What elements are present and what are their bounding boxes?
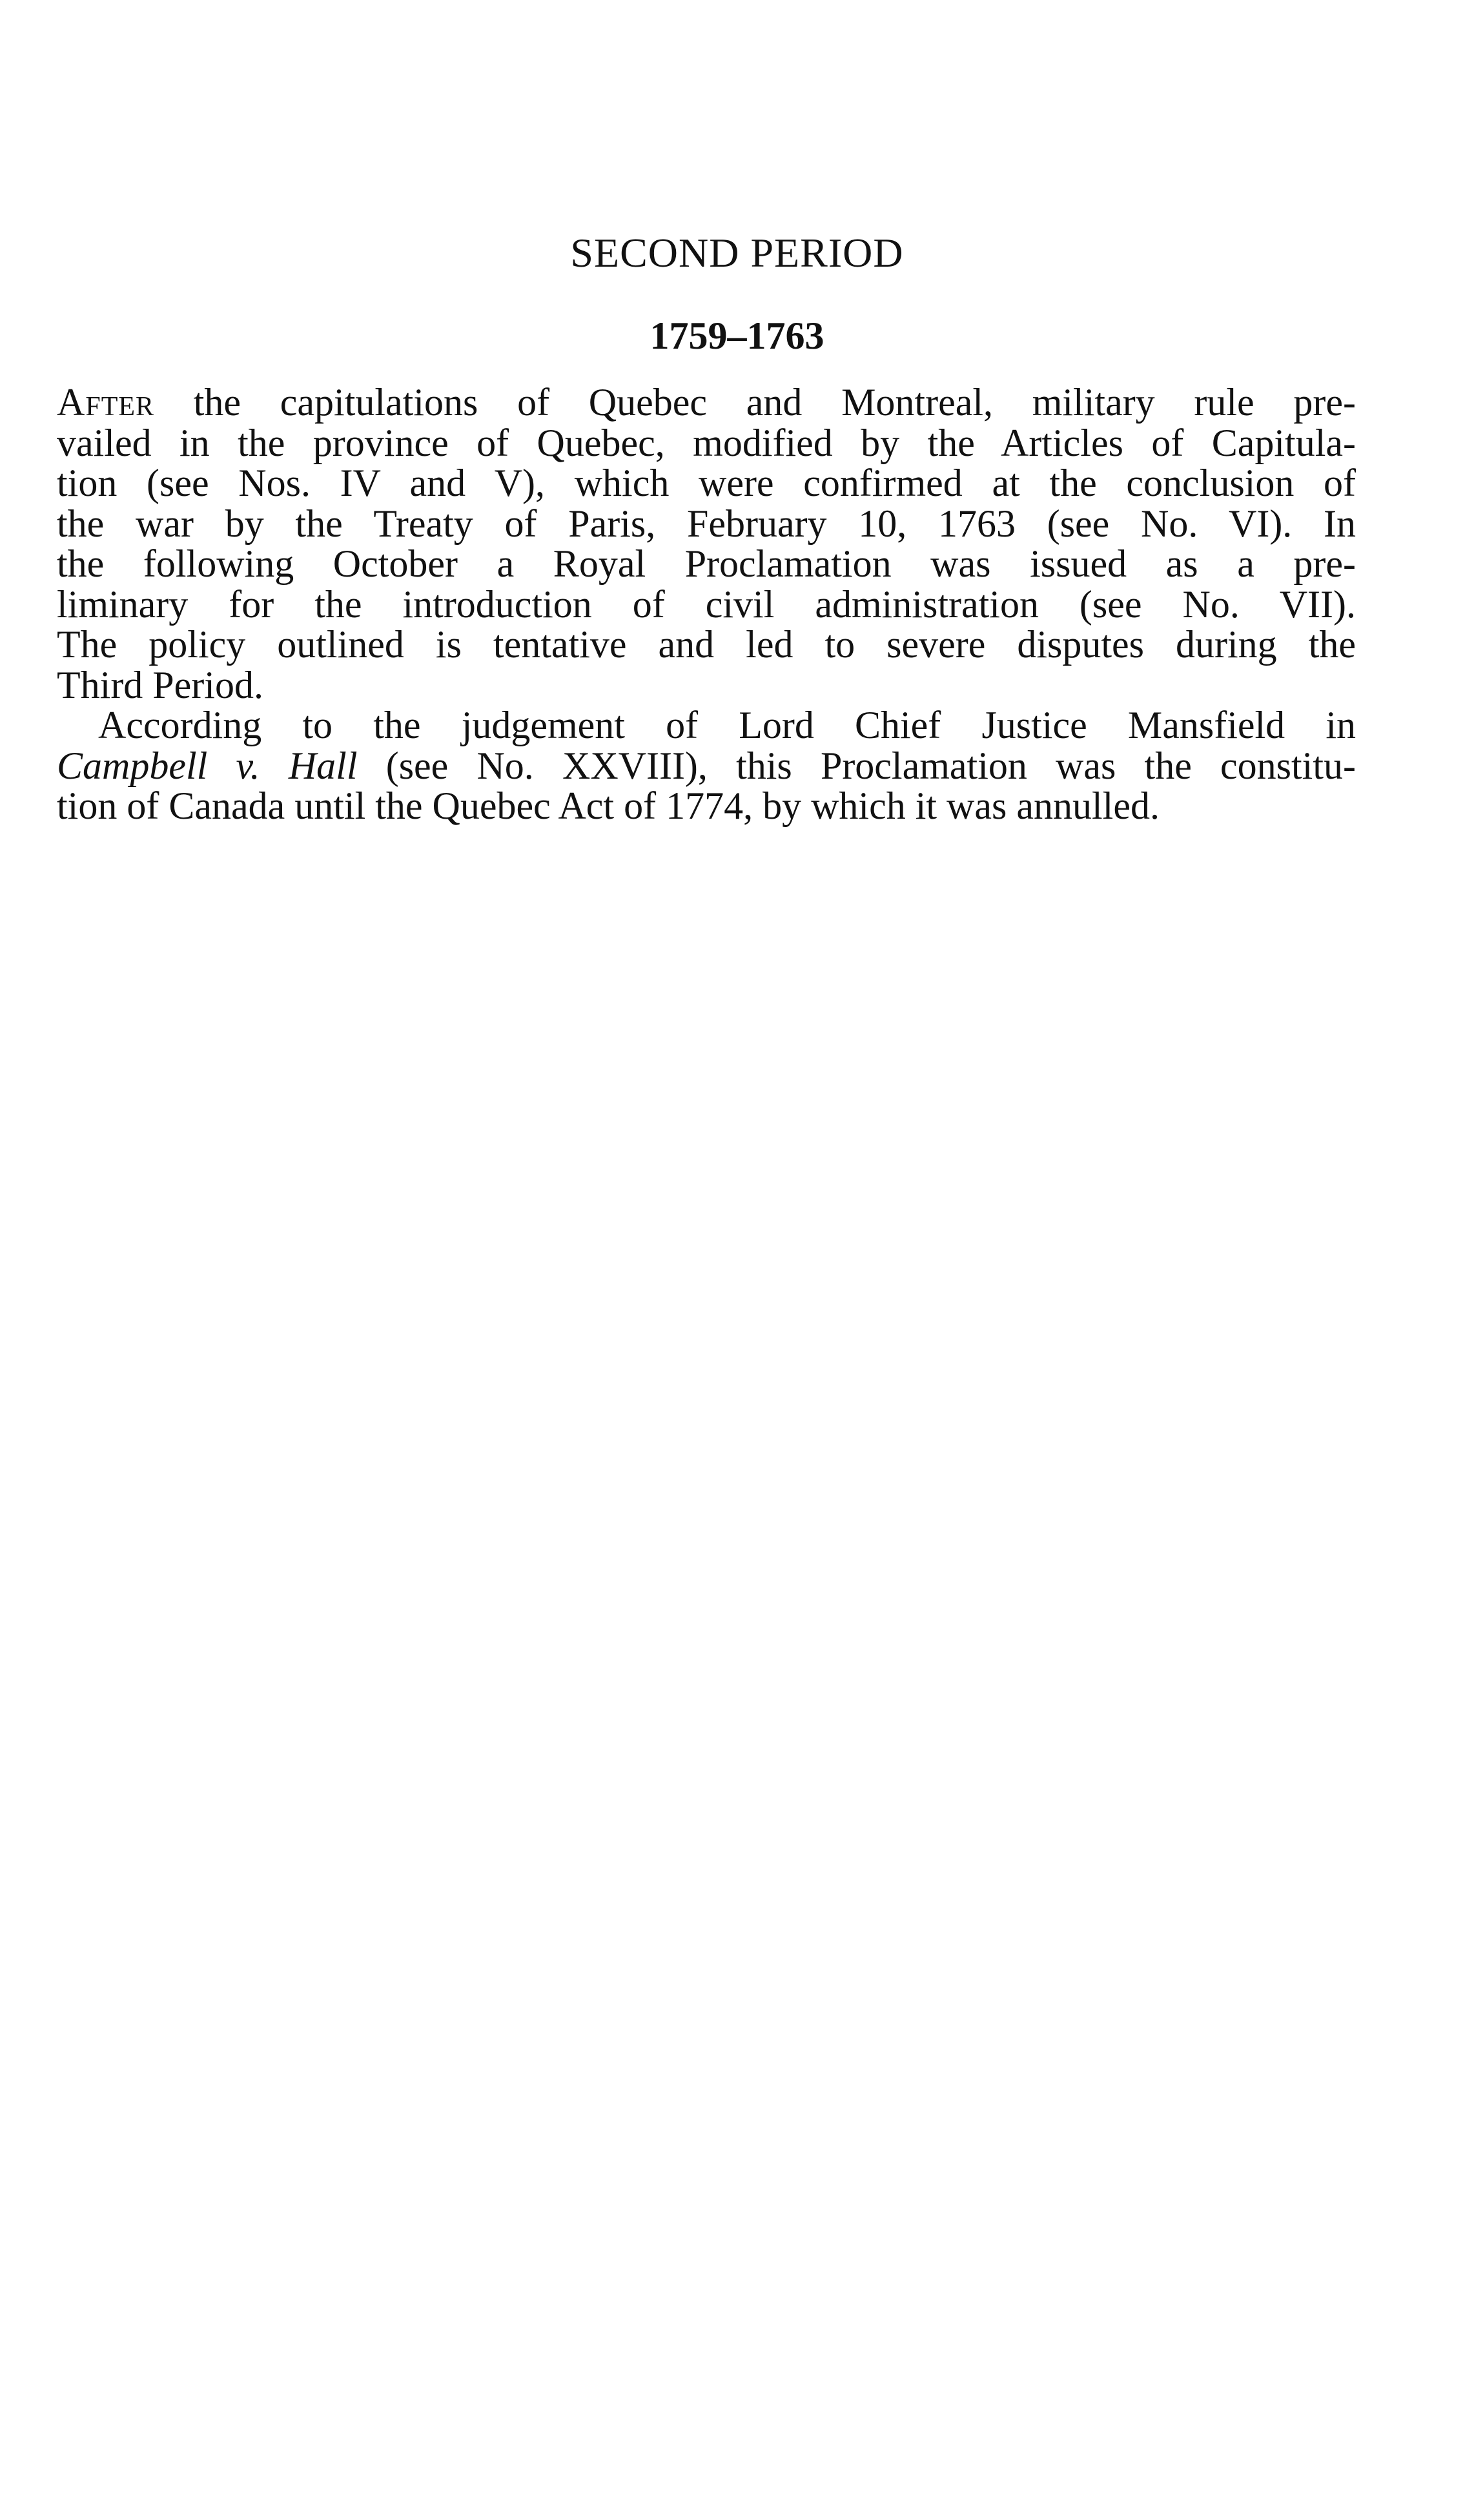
- case-name: Campbell v. Hall: [57, 744, 358, 787]
- period-dates: 1759–1763: [650, 314, 824, 357]
- lead-in-small-caps: After: [57, 381, 155, 424]
- paragraph-line: tion of Canada until the Quebec Act of 1774, by which it was annulled.: [57, 784, 1160, 827]
- paragraph-intro: [57, 382, 1356, 705]
- paragraph-line: the war by the Treaty of Paris, February 10, 1763 (see No. VI). In: [57, 502, 1356, 545]
- body-text: [57, 382, 1356, 826]
- paragraph-line: The policy outlined is tentative and led to severe disputes during the: [57, 623, 1356, 666]
- paragraph-line: the following October a Royal Proclamation was issued as a pre-: [57, 542, 1356, 585]
- period-title: SECOND PERIOD: [570, 230, 904, 276]
- paragraph-judgement: [57, 705, 1356, 826]
- paragraph-line: vailed in the province of Quebec, modified by the Articles of Capitula-: [57, 421, 1356, 464]
- line-text: the capitulations of Quebec and Montreal, military rule pre-: [154, 381, 1356, 424]
- paragraph-line: [57, 382, 1356, 423]
- paragraph-line: [57, 746, 1356, 786]
- paragraph-line: According to the judgement of Lord Chief Justice Mansfield in: [98, 704, 1356, 746]
- line-text: this Proclamation was the constitu-: [736, 744, 1356, 787]
- case-reference: (see No. XXVIII),: [357, 744, 737, 787]
- paragraph-line: liminary for the introduction of civil administration (see No. VII).: [57, 582, 1356, 626]
- paragraph-line: Third Period.: [57, 663, 263, 706]
- paragraph-line: tion (see Nos. IV and V), which were confirmed at the conclusion of: [57, 462, 1356, 504]
